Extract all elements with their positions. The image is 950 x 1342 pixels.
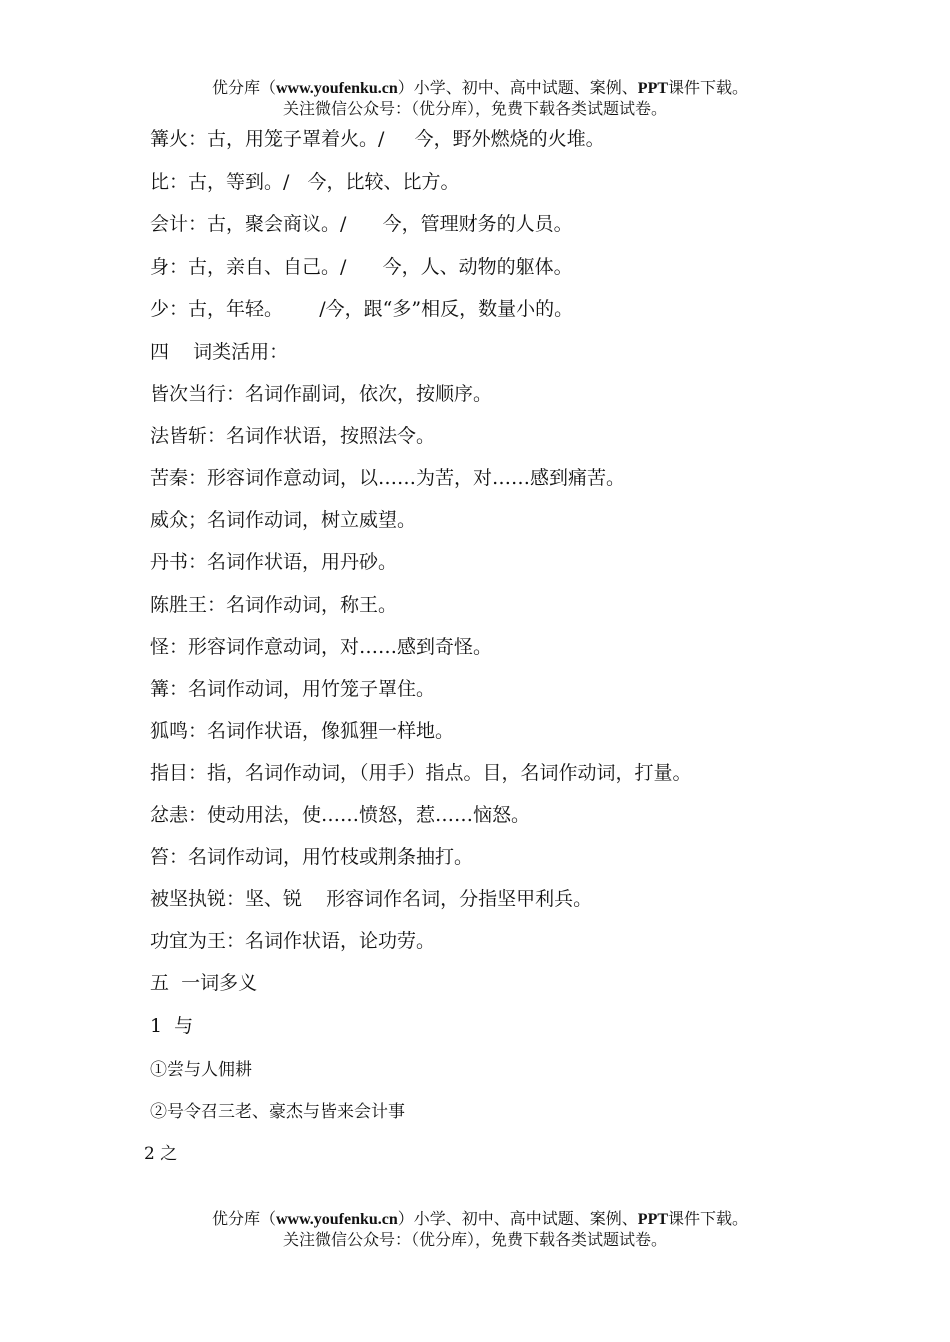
footer-line-2: 关注微信公众号：（优分库），免费下载各类试题试卷。: [282, 1230, 667, 1249]
body-line: 1 与: [150, 1015, 194, 1037]
section-heading: 四 词类活用：: [150, 341, 289, 363]
body-line: 笞：名词作动词，用竹枝或荆条抽打。: [150, 846, 474, 868]
header-site-link[interactable]: www.youfenku.cn: [275, 80, 398, 97]
body-line: 法皆斩：名词作状语，按照法令。: [150, 425, 436, 447]
body-line: 篝：名词作动词，用竹笼子罩住。: [150, 678, 436, 700]
footer-middle: ）小学、初中、高中试题、案例、: [397, 1209, 638, 1228]
body-line: 会计：古，聚会商议。/ 今，管理财务的人员。: [150, 213, 573, 235]
body-line: 2 之: [144, 1144, 178, 1164]
body-line: 怪：形容词作意动词，对……感到奇怪。: [150, 636, 493, 658]
body-line: 比：古，等到。/ 今，比较、比方。: [150, 171, 460, 193]
header-line-2: 关注微信公众号：（优分库），免费下载各类试题试卷。: [282, 99, 667, 118]
header-prefix: 优分库（: [211, 78, 276, 97]
body-line: 身：古，亲自、自己。/ 今，人、动物的躯体。: [150, 256, 573, 278]
header-middle: ）小学、初中、高中试题、案例、: [397, 78, 638, 97]
body-line: 陈胜王：名词作动词，称王。: [150, 594, 398, 616]
body-line: 苦秦：形容词作意动词，以……为苦，对……感到痛苦。: [150, 467, 626, 489]
page-header-top: [0, 78, 950, 119]
header-suffix: 课件下载。: [668, 78, 749, 97]
header-ppt: PPT: [637, 80, 669, 97]
body-line: 功宜为王：名词作状语，论功劳。: [150, 930, 436, 952]
footer-line-1: [0, 1209, 950, 1230]
section-heading: 五 一词多义: [150, 972, 258, 994]
body-line: 被坚执锐：坚、锐 形容词作名词，分指坚甲利兵。: [150, 888, 593, 910]
body-line: 篝火：古，用笼子罩着火。/ 今，野外燃烧的火堆。: [150, 128, 605, 150]
body-line: 威众；名词作动词，树立威望。: [150, 509, 417, 531]
footer-suffix: 课件下载。: [668, 1209, 749, 1228]
body-line: ②号令召三老、豪杰与皆来会计事: [150, 1102, 405, 1122]
body-line: 丹书：名词作状语，用丹砂。: [150, 551, 398, 573]
body-line: 狐鸣：名词作状语，像狐狸一样地。: [150, 720, 455, 742]
footer-prefix: 优分库（: [211, 1209, 276, 1228]
footer-site-link[interactable]: www.youfenku.cn: [275, 1211, 398, 1228]
body-line: 少：古，年轻。 /今，跟“多”相反，数量小的。: [150, 298, 574, 320]
body-line: ①尝与人佣耕: [150, 1060, 252, 1080]
page-footer: [0, 1209, 950, 1250]
footer-ppt: PPT: [637, 1211, 669, 1228]
body-line: 忿恚：使动用法，使……愤怒，惹……恼怒。: [150, 804, 531, 826]
header-line-1: [0, 78, 950, 99]
body-line: 皆次当行：名词作副词，依次，按顺序。: [150, 383, 493, 405]
body-line: 指目：指，名词作动词，（用手）指点。目，名词作动词，打量。: [150, 762, 692, 784]
